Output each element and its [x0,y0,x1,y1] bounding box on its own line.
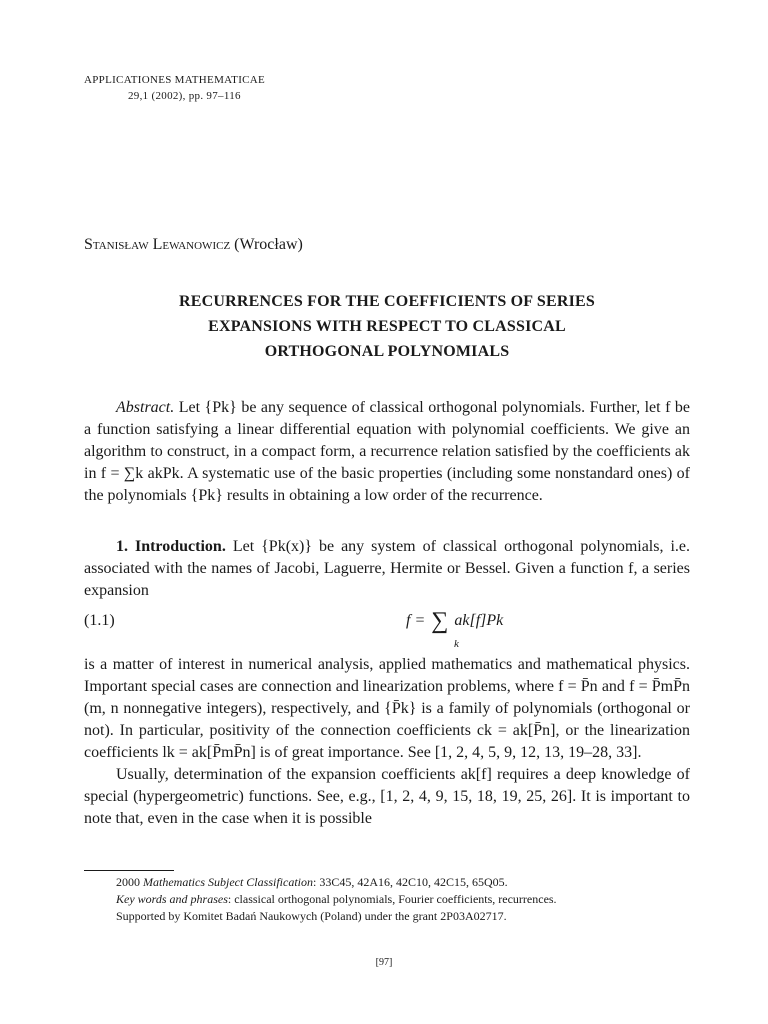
body-continued [84,654,690,830]
footnote-msc: 2000 Mathematics Subject Classification: 33C45, 42A16, 42C10, 42C15, 65Q05. [116,875,508,889]
footnote-support: Supported by Komitet Badań Naukowych (Poland) under the grant 2P03A02717. [116,909,507,923]
keywords-text: : classical orthogonal polynomials, Fourier coefficients, recurrences. [227,892,557,906]
introduction [84,536,690,602]
footnote-rule [84,870,174,871]
equation-lhs: f = [406,612,426,630]
msc-label: Mathematics Subject Classification [143,875,313,889]
footnote-keywords [84,891,690,908]
title-line-2: EXPANSIONS WITH RESPECT TO CLASSICAL [208,318,566,335]
paper-title [84,289,690,364]
msc-codes: : 33C45, 42A16, 42C10, 42C15, 65Q05. [312,875,508,889]
author-name: Stanisław Lewanowicz [84,236,231,253]
equation-formula [406,608,503,635]
abstract-text: Let {Pk} be any sequence of classical orthogonal polynomials. Further, let f be a function satisfying a linear differential equation with polynomial coefficients. We give an algorithm to construct, in a compact form, a recurrence relation satisfied by the coefficients ak in f = ∑k akPk. A systematic use of the basic properties (including some nonstandard ones) of the polynomials {Pk} results in obtaining a low order of the recurrence. [84,399,691,504]
journal-header [84,72,265,104]
intro-heading: 1. Introduction. [116,538,226,555]
sum-symbol: ∑ [431,608,449,634]
abstract-label: Abstract. [116,399,175,416]
journal-name: APPLICATIONES MATHEMATICAE [84,74,266,86]
footnotes [84,874,690,925]
equation-1-1 [84,608,690,654]
title-line-1: RECURRENCES FOR THE COEFFICIENTS OF SERIES [178,293,596,310]
intro-text: Let {Pk(x)} be any system of classical orthogonal polynomials, i.e. associated with the names of Jacobi, Laguerre, Hermite or Bessel. Given a function f, a series expansion [84,538,691,599]
journal-volume: 29,1 (2002), pp. 97–116 [128,90,241,102]
author-location: (Wrocław) [234,236,303,253]
equation-rhs: ak[f]Pk [454,612,504,630]
author-line [84,236,303,254]
abstract [84,397,690,507]
page-number: [97] [375,957,393,968]
keywords-label: Key words and phrases [116,892,228,906]
sum-index: k [454,638,459,650]
equation-number: (1.1) [84,612,115,629]
title-line-3: ORTHOGONAL POLYNOMIALS [264,343,510,360]
paragraph-2: Usually, determination of the expansion coefficients ak[f] requires a deep knowledge of special (hypergeometric) functions. See, e.g., [1, 2, 4, 9, 15, 18, 19, 25, 26]. It is important to note that, even in the case when it is possible [84,766,690,827]
paragraph-1: is a matter of interest in numerical analysis, applied mathematics and mathematical physics. Important special cases are connection and linearization problems, where f = P̄n and f = P̄mP̄n (m, n nonnegative integers), respectively, and {P̄k} is a family of polynomials (orthogonal or not). In particular, positivity of the connection coefficients ck = ak[P̄n], or the linearization coefficients lk = ak[P̄mP̄n] is of great importance. See [1, 2, 4, 5, 9, 12, 13, 19–28, 33]. [84,656,690,761]
